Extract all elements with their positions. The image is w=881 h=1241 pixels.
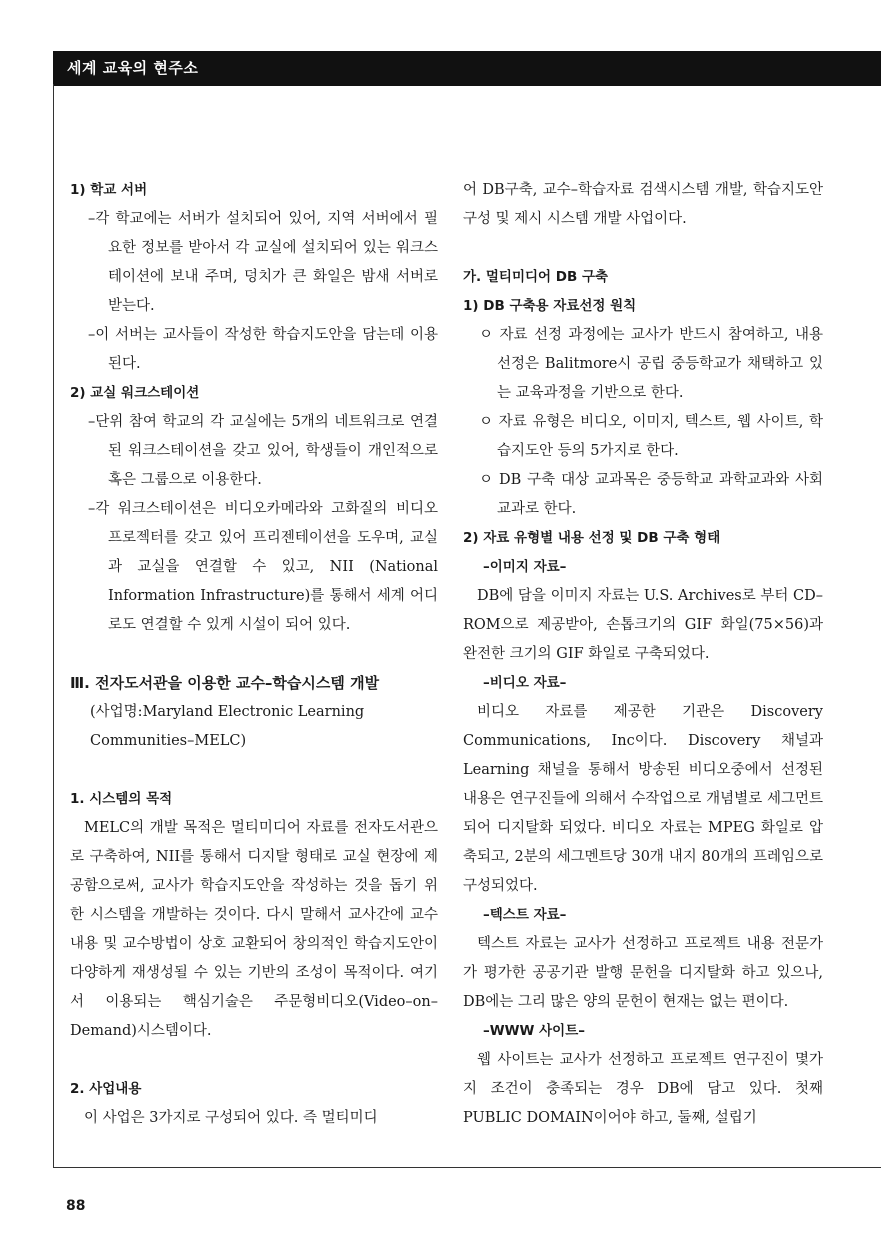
footer-rule: [53, 1167, 881, 1168]
principle-item: ㅇ 자료 선정 과정에는 교사가 반드시 참여하고, 내용 선정은 Balitmore시 공립 중등학교가 채택하고 있는 교육과정을 기반으로 한다.: [479, 327, 823, 401]
header-rule: [53, 84, 881, 86]
header-bar: [53, 51, 881, 84]
left-column: [70, 176, 438, 1133]
content-paragraph: 이 사업은 3가지로 구성되어 있다. 즉 멀티미디: [84, 1110, 378, 1126]
project-name-line: Communities–MELC): [90, 733, 247, 749]
continuation-paragraph: 어 DB구축, 교수–학습자료 검색시스템 개발, 학습지도안 구성 및 제시 시스템 개발 사업이다.: [463, 182, 823, 227]
principle-item: ㅇ DB 구축 대상 교과목은 중등학교 과학교과와 사회교과로 한다.: [479, 472, 823, 517]
image-paragraph: DB에 담을 이미지 자료는 U.S. Archives로 부터 CD–ROM으로 제공받아, 손톱크기의 GIF 화일(75×56)과 완전한 크기의 GIF 화일로 구축되었다.: [463, 588, 823, 662]
video-heading: –비디오 자료–: [483, 675, 567, 691]
multimedia-db-heading: 가. 멀티미디어 DB 구축: [463, 269, 609, 285]
purpose-paragraph: MELC의 개발 목적은 멀티미디어 자료를 전자도서관으로 구축하여, NII를 통해서 디지탈 형태로 교실 현장에 제공함으로써, 교사가 학습지도안을 작성하는 것을 돕기 위한 시스템을 개발하는 것이다. 다시 말해서 교사간에 교수 내용 및 교수방법이 상호 교환되어 창의적인 학습지도안이 다양하게 재생성될 수 있는 기반의 조성이 목적이다. 여기서 이용되는 핵심기술은 주문형비디오(Video–on–Demand)시스템이다.: [70, 820, 438, 1039]
school-server-heading: 1) 학교 서버: [70, 182, 148, 198]
classroom-workstation-heading: 2) 교실 워크스테이션: [70, 385, 200, 401]
principle-item: ㅇ 자료 유형은 비디오, 이미지, 텍스트, 웹 사이트, 학습지도안 등의 5가지로 한다.: [479, 414, 823, 459]
school-server-item: –각 학교에는 서버가 설치되어 있어, 지역 서버에서 필요한 정보를 받아서 각 교실에 설치되어 있는 워크스테이션에 보내 주며, 덩치가 큰 화일은 밤새 서버로 받는다.: [88, 211, 438, 314]
school-server-item: –이 서버는 교사들이 작성한 학습지도안을 담는데 이용된다.: [88, 327, 438, 372]
www-heading: –WWW 사이트–: [483, 1023, 585, 1039]
text-heading: –텍스트 자료–: [483, 907, 567, 923]
types-heading: 2) 자료 유형별 내용 선정 및 DB 구축 형태: [463, 530, 721, 546]
left-margin-rule: [53, 84, 54, 1167]
right-column: [463, 176, 823, 1133]
image-heading: –이미지 자료–: [483, 559, 567, 575]
text-paragraph: 텍스트 자료는 교사가 선정하고 프로젝트 내용 전문가가 평가한 공공기관 발행 문헌을 디지탈화 하고 있으나, DB에는 그리 많은 양의 문헌이 현재는 없는 편이다.: [463, 936, 823, 1010]
content-heading: 2. 사업내용: [70, 1081, 142, 1097]
page-number: 88: [66, 1198, 86, 1214]
classroom-workstation-item: –각 워크스테이션은 비디오카메라와 고화질의 비디오 프로젝터를 갖고 있어 프리젠테이션을 도우며, 교실과 교실을 연결할 수 있고, NII (National Information Infrastructure)를 통해서 세계 어디로도 연결할 수 있게 시설이 되어 있다.: [88, 501, 438, 633]
section-heading: Ⅲ. 전자도서관을 이용한 교수–학습시스템 개발: [70, 674, 380, 692]
www-paragraph: 웹 사이트는 교사가 선정하고 프로젝트 연구진이 몇가지 조건이 충족되는 경우 DB에 담고 있다. 첫째 PUBLIC DOMAIN이어야 하고, 둘째, 설립기: [463, 1052, 823, 1126]
principles-heading: 1) DB 구축용 자료선정 원칙: [463, 298, 637, 314]
project-name-line: (사업명:Maryland Electronic Learning: [90, 704, 365, 720]
purpose-heading: 1. 시스템의 목적: [70, 791, 173, 807]
running-header-title: 세계 교육의 현주소: [67, 59, 199, 77]
video-paragraph: 비디오 자료를 제공한 기관은 Discovery Communications, Inc이다. Discovery 채널과 Learning 채널을 통해서 방송된 비디오중에서 선정된 내용은 연구진들에 의해서 수작업으로 개념별로 세그먼트되어 디지탈화 되었다. 비디오 자료는 MPEG 화일로 압축되고, 2분의 세그멘트당 30개 내지 80개의 프레임으로 구성되었다.: [463, 704, 823, 894]
classroom-workstation-item: –단위 참여 학교의 각 교실에는 5개의 네트워크로 연결된 워크스테이션을 갖고 있어, 학생들이 개인적으로 혹은 그룹으로 이용한다.: [88, 414, 438, 488]
